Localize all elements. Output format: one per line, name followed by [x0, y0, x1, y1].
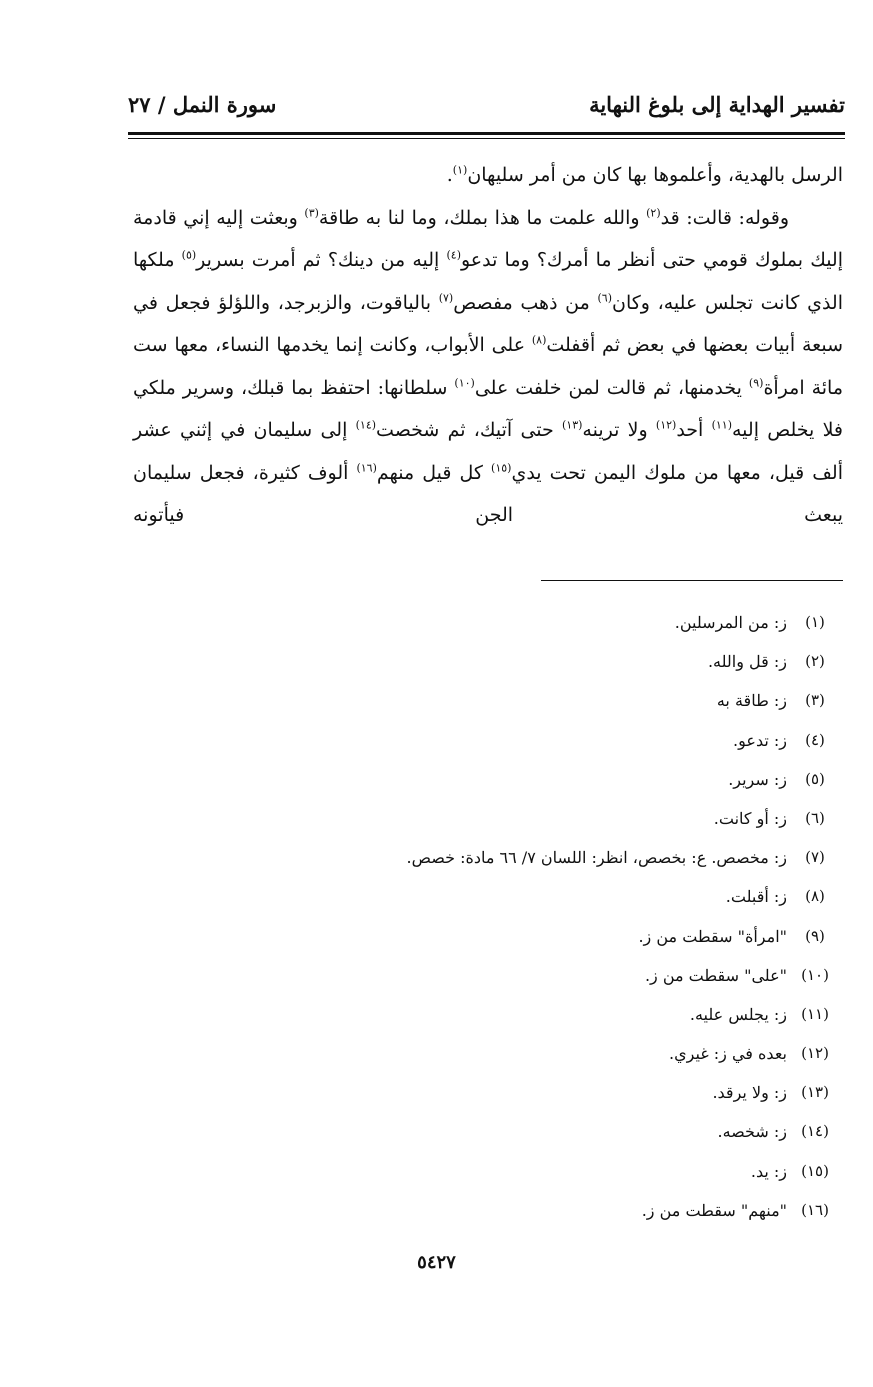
footnote-ref-8: (٨): [531, 333, 547, 347]
footnote-number: (٧): [805, 848, 825, 867]
footnote-text: ز: شخصه.: [717, 1122, 787, 1142]
footnote-number: (١١): [801, 1004, 829, 1023]
footnote-7: [283, 838, 843, 877]
footnote-ref-13: (١٣): [562, 418, 583, 432]
p2-text-n: إلى سليمان في إثني عشر ألف قيل، معها من ملوك اليمن تحت يدي: [133, 419, 843, 484]
footnote-text: بعده في ز: غيري.: [669, 1044, 787, 1064]
footnote-text: ز: يد.: [750, 1161, 787, 1181]
p2-text-h: على الأبواب، وكانت إنما يخدمها النساء، معها ست مائة امرأة: [133, 334, 844, 399]
footnote-ref-9: (٩): [748, 376, 764, 390]
footnote-1: [283, 603, 843, 642]
footnote-4: [283, 721, 843, 760]
footnote-ref-4: (٤): [446, 248, 461, 262]
footnote-text: "امرأة" سقطت من ز.: [638, 926, 787, 946]
footnote-number: (١٠): [801, 965, 829, 984]
footnote-14: [283, 1112, 843, 1151]
footnotes-list: [283, 603, 843, 1230]
footnote-6: [283, 799, 843, 838]
footnote-5: [283, 760, 843, 799]
footnote-text: ز: طاقة به: [716, 691, 787, 711]
p2-text-g: بالياقوت، والزبرجد، واللؤلؤ فجعل في سبعة أبيات بعضها في بعض ثم أقفلت: [133, 291, 843, 356]
p2-text-k: أحد: [676, 419, 712, 441]
footnote-13: [283, 1073, 843, 1112]
header-rule-thin: [128, 138, 845, 139]
footnote-2: [283, 642, 843, 681]
p1-text-b: .: [446, 164, 453, 186]
footnote-separator: [541, 580, 843, 581]
footnote-ref-1: (١): [452, 163, 468, 177]
footnote-9: [283, 917, 843, 956]
p2-text-f: من ذهب مفصص: [453, 291, 598, 314]
footnote-number: (١٢): [801, 1044, 829, 1063]
p2-text-p: ألوف كثيرة، فجعل سليمان يبعث الجن فيأتونه: [133, 461, 843, 526]
footnote-ref-14: (١٤): [355, 418, 377, 432]
footnote-number: (٢): [805, 652, 825, 671]
footnote-ref-12: (١٢): [655, 418, 677, 432]
footnote-text: ز: أقبلت.: [725, 887, 787, 907]
footnote-3: [283, 681, 843, 720]
footnote-ref-10: (١٠): [454, 376, 475, 390]
header-rule-thick: [128, 132, 845, 135]
footnote-number: (٩): [805, 926, 825, 945]
p2-text-m: حتى آتيك، ثم شخصت: [376, 419, 562, 441]
footnote-15: [283, 1152, 843, 1191]
footnote-11: [283, 995, 843, 1034]
p2-text-e: ملكها الذي كانت تجلس عليه، وكان: [133, 249, 843, 314]
running-header: [128, 92, 845, 128]
footnote-number: (١٥): [801, 1161, 829, 1180]
footnote-number: (١٤): [801, 1122, 829, 1141]
footnote-text: "على" سقطت من ز.: [644, 965, 787, 985]
footnote-number: (١): [805, 613, 825, 631]
footnote-number: (٣): [805, 691, 825, 710]
footnote-12: [283, 1034, 843, 1073]
p2-text-a: وقوله: قالت: قد: [660, 206, 790, 229]
footnote-number: (٥): [805, 769, 825, 788]
p2-text-j: سلطانها: احتفظ بما قبلك، وسرير ملكي فلا يخلص إليه: [133, 376, 844, 441]
footnote-ref-7: (٧): [438, 291, 454, 305]
paragraph-2: [133, 197, 843, 537]
footnote-number: (١٣): [801, 1083, 829, 1102]
footnote-number: (٨): [805, 887, 825, 906]
paragraph-1: [133, 154, 843, 197]
book-title: تفسير الهداية إلى بلوغ النهاية: [589, 92, 845, 117]
footnote-number: (١٦): [801, 1200, 829, 1219]
footnote-text: ز: قل والله.: [707, 652, 787, 672]
footnote-16: [283, 1191, 843, 1230]
p1-text-a: الرسل بالهدية، وأعلموها بها كان من أمر سليهان: [467, 164, 843, 186]
surah-label: سورة النمل / ٢٧: [128, 92, 277, 117]
footnote-text: ز: ولا يرقد.: [712, 1083, 787, 1103]
p2-text-l: ولا ترينه: [582, 419, 656, 441]
main-text: [133, 154, 843, 537]
footnote-8: [283, 877, 843, 916]
footnote-ref-11: (١١): [711, 418, 732, 432]
footnote-text: ز: من المرسلين.: [674, 613, 787, 632]
footnote-number: (٤): [805, 730, 825, 749]
footnote-number: (٦): [805, 808, 825, 827]
footnote-ref-16: (١٦): [356, 461, 377, 475]
footnote-ref-6: (٦): [597, 291, 612, 305]
p2-text-c: وبعثت إليه إني قادمة إليك بملوك قومي حتى أنظر ما أمرك؟ وما تدعو: [133, 206, 844, 271]
footnote-ref-3: (٣): [304, 206, 319, 220]
footnote-text: ز: تدعو.: [733, 730, 787, 750]
footnote-text: ز: يجلس عليه.: [689, 1004, 787, 1024]
p2-text-b: والله علمت ما هذا بملك، وما لنا به طاقة: [318, 206, 647, 229]
footnote-ref-15: (١٥): [491, 461, 512, 475]
p2-text-d: إليه من دينك؟ ثم أمرت بسرير: [196, 249, 447, 271]
footnote-text: "منهم" سقطت من ز.: [641, 1200, 787, 1220]
footnote-10: [283, 956, 843, 995]
footnote-text: ز: سرير.: [728, 769, 787, 789]
footnote-text: ز: أو كانت.: [713, 808, 787, 828]
footnote-ref-2: (٢): [646, 206, 661, 220]
page-number: ٥٤٢٧: [417, 1252, 456, 1273]
p2-text-o: كل قيل منهم: [376, 461, 492, 484]
p2-text-i: يخدمنها، ثم قالت لمن خلفت على: [474, 376, 749, 399]
footnote-text: ز: مخصص. ع: بخصص، انظر: اللسان ٧/ ٦٦ مادة: خصص.: [406, 848, 787, 868]
footnote-ref-5: (٥): [181, 248, 197, 262]
